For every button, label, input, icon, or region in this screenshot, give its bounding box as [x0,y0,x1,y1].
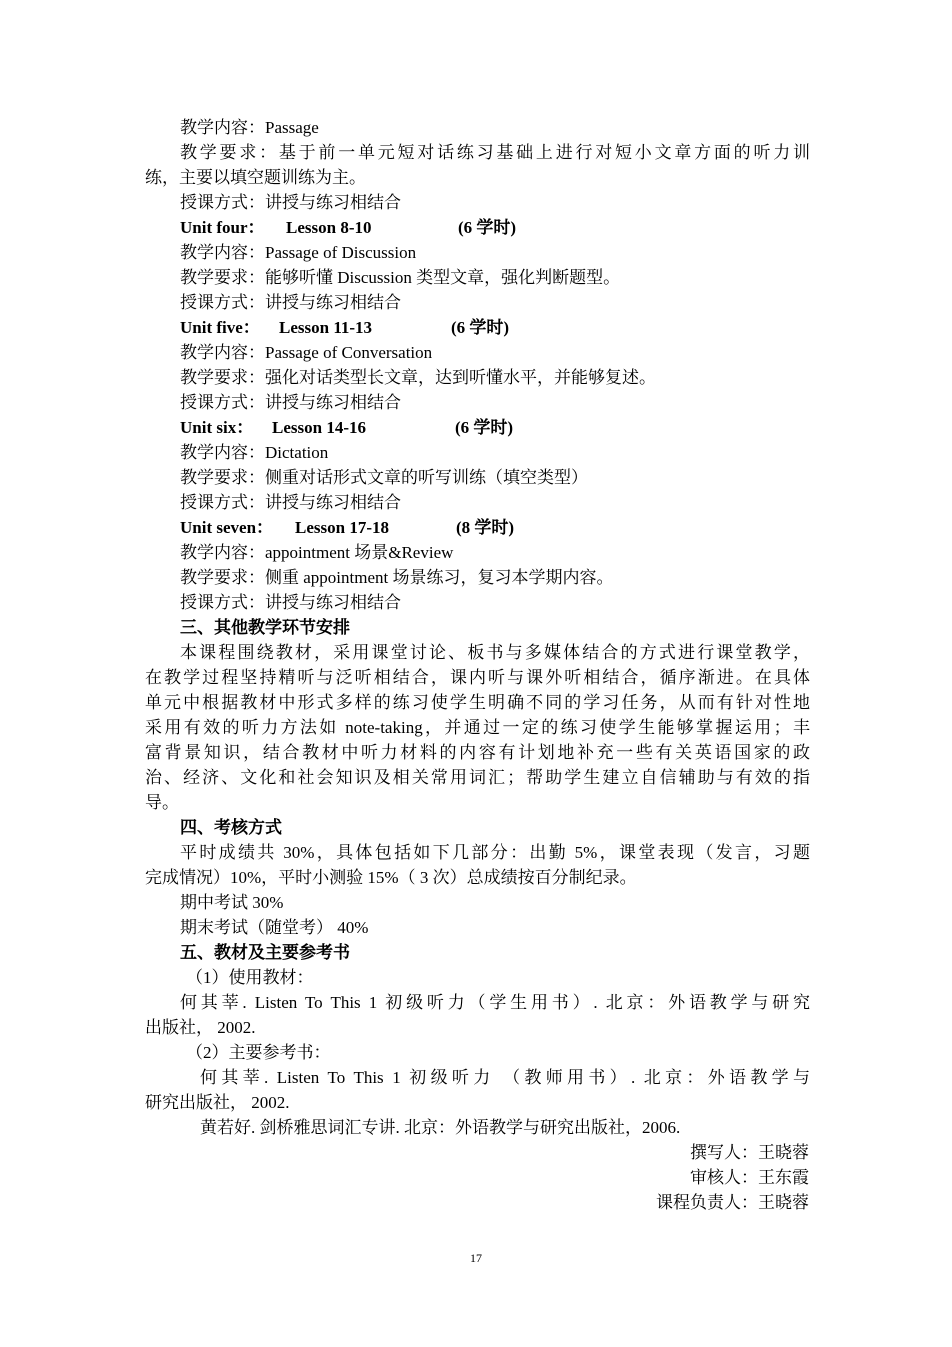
unit-hours: (6 学时) [455,418,514,437]
final-exam: 期末考试（随堂考） 40% [180,918,369,937]
section-four-heading: 四、考核方式 [180,818,282,837]
section-three-line: 在教学过程坚持精听与泛听相结合，课内听与课外听相结合，循序渐进。在具体 [145,668,810,687]
textbook-citation-line1: 何其莘. Listen To This 1 初级听力（学生用书）. 北京：外语教学与研究 [180,993,810,1012]
assessment-line1: 平时成绩共 30%，具体包括如下几部分：出勤 5%，课堂表现（发言，习题 [180,843,810,862]
reviewer-signature: 审核人：王东霞 [690,1168,809,1187]
reference-citation-line2: 研究出版社， 2002. [145,1093,290,1112]
unit-four-method: 授课方式：讲授与练习相结合 [180,293,401,312]
section-three-line: 本课程围绕教材，采用课堂讨论、板书与多媒体结合的方式进行课堂教学， [180,643,810,662]
reference-citation-2: 黄若好. 剑桥雅思词汇专讲. 北京：外语教学与研究出版社，2006. [200,1118,681,1137]
section-three-heading: 三、其他教学环节安排 [180,618,350,637]
unit-six-requirement: 教学要求：侧重对话形式文章的听写训练（填空类型） [180,468,588,487]
unit-name: Unit four： [180,218,265,237]
section-three-line: 采用有效的听力方法如 note-taking，并通过一定的练习使学生能够掌握运用；丰 [145,718,810,737]
unit-hours: (6 学时) [451,318,510,337]
unit-name: Unit six： [180,418,254,437]
unit-five-method: 授课方式：讲授与练习相结合 [180,393,401,412]
unit-six-content: 教学内容：Dictation [180,443,329,462]
unit-seven-requirement: 教学要求：侧重 appointment 场景练习，复习本学期内容。 [180,568,614,587]
section-three-line: 单元中根据教材中形式多样的练习使学生明确不同的学习任务，从而有针对性地 [145,693,810,712]
section-three-line: 治、经济、文化和社会知识及相关常用词汇；帮助学生建立自信辅助与有效的指 [145,768,810,787]
unit-three-requirement-line2: 练，主要以填空题训练为主。 [145,168,366,187]
page-number: 17 [470,1251,482,1265]
unit-lesson: Lesson 11-13 [279,318,373,337]
unit-five-heading [180,315,509,340]
unit-hours: (6 学时) [458,218,517,237]
unit-six-heading [180,415,513,440]
unit-lesson: Lesson 17-18 [295,518,389,537]
section-three-line: 富背景知识，结合教材中听力材料的内容有计划地补充一些有关英语国家的政 [145,743,810,762]
unit-five-requirement: 教学要求：强化对话类型长文章，达到听懂水平，并能够复述。 [180,368,656,387]
textbook-subheading: （1）使用教材： [186,968,314,987]
unit-name: Unit seven： [180,518,274,537]
course-owner-signature: 课程负责人：王晓蓉 [656,1193,809,1212]
unit-hours: (8 学时) [456,518,515,537]
unit-four-content: 教学内容：Passage of Discussion [180,243,417,262]
assessment-line2: 完成情况）10%，平时小测验 15%（ 3 次）总成绩按百分制纪录。 [145,868,637,887]
unit-six-method: 授课方式：讲授与练习相结合 [180,493,401,512]
unit-lesson: Lesson 8-10 [286,218,372,237]
unit-five-content: 教学内容：Passage of Conversation [180,343,433,362]
unit-seven-heading [180,515,514,540]
reference-subheading: （2）主要参考书： [186,1043,331,1062]
unit-name: Unit five： [180,318,260,337]
unit-seven-content: 教学内容：appointment 场景&Review [180,543,454,562]
writer-signature: 撰写人：王晓蓉 [690,1143,809,1162]
unit-three-method: 授课方式：讲授与练习相结合 [180,193,401,212]
section-five-heading: 五、教材及主要参考书 [180,943,350,962]
unit-three-requirement-line1: 教学要求：基于前一单元短对话练习基础上进行对短小文章方面的听力训 [180,143,810,162]
midterm-exam: 期中考试 30% [180,893,284,912]
unit-four-heading [180,215,516,240]
unit-three-content: 教学内容：Passage [180,118,319,137]
unit-seven-method: 授课方式：讲授与练习相结合 [180,593,401,612]
unit-four-requirement: 教学要求：能够听懂 Discussion 类型文章，强化判断题型。 [180,268,621,287]
unit-lesson: Lesson 14-16 [272,418,366,437]
section-three-line: 导。 [145,793,179,812]
reference-citation-line1: 何其莘. Listen To This 1 初级听力 （教师用书）. 北京：外语教学与 [200,1068,810,1087]
textbook-citation-line2: 出版社， 2002. [145,1018,256,1037]
